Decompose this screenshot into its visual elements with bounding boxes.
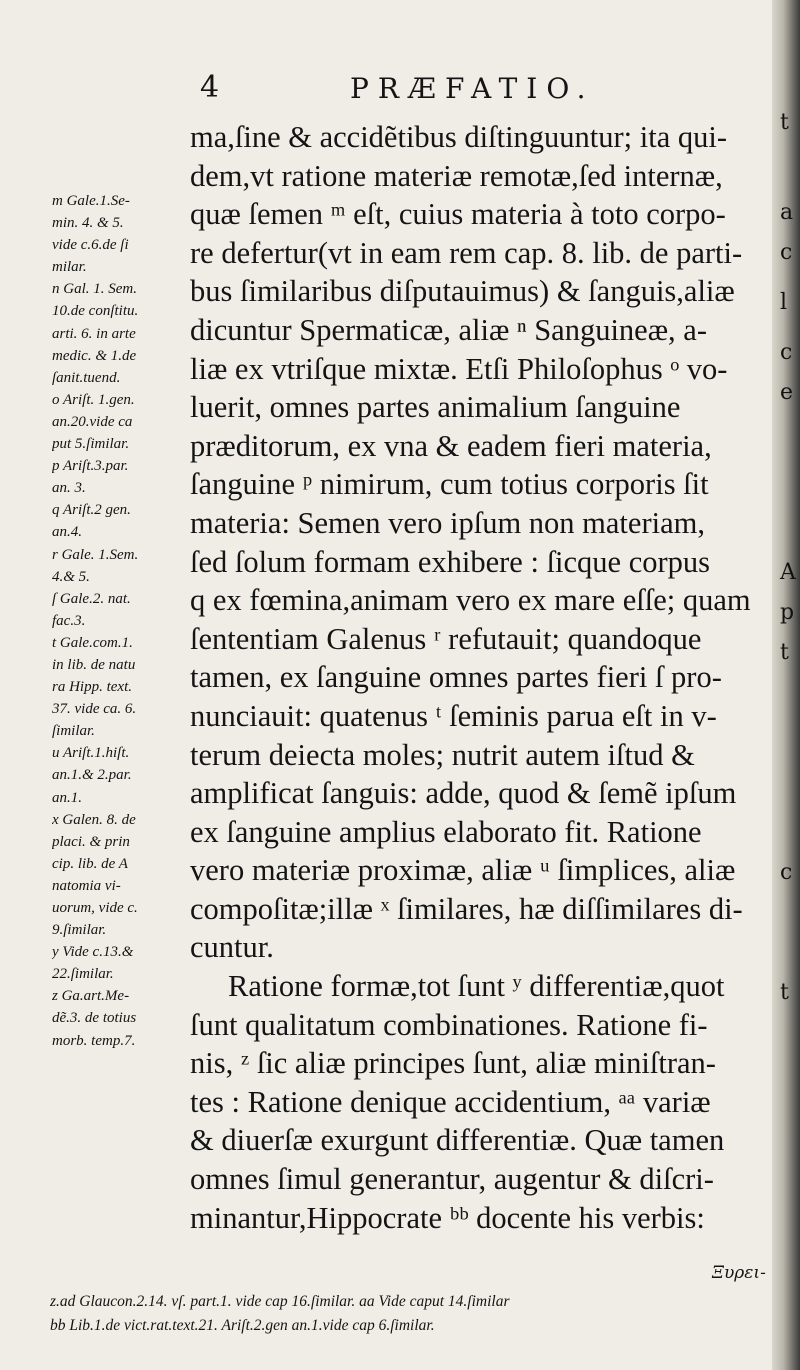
text-line: Ratione formæ,tot ſunt ʸ differentiæ,quot — [228, 969, 725, 1004]
text-line: q ex fœmina,animam vero ex mare eſſe; quam — [190, 583, 751, 618]
margin-note-line: q Ariſt.2 gen. — [52, 502, 131, 519]
text-line: cuntur. — [190, 930, 274, 965]
text-line: compoſitæ;illæ ˣ ſimilares, hæ diſſimilares di- — [190, 891, 743, 926]
text-line: liæ ex vtriſque mixtæ. Etſi Philoſophus ᵒ vo- — [190, 351, 728, 386]
text-line: dem,vt ratione materiæ remotæ,ſed internæ, — [190, 158, 723, 193]
text-line: omnes ſimul generantur, augentur & diſcri- — [190, 1162, 714, 1197]
margin-note-line: dẽ.3. de totius — [52, 1010, 137, 1027]
margin-note-line: 22.ſimilar. — [52, 966, 114, 983]
edge-glyph: A — [780, 560, 796, 585]
margin-note-line: put 5.ſimilar. — [52, 436, 130, 453]
margin-note-line: milar. — [52, 259, 87, 276]
text-line: ſed ſolum formam exhibere : ſicque corpus — [190, 544, 711, 579]
text-line: tes : Ratione denique accidentium, ᵃᵃ variæ — [190, 1084, 711, 1119]
edge-glyph: t — [780, 110, 789, 135]
margin-note-line: y Vide c.13.& — [52, 944, 134, 961]
margin-note-line: an.1.& 2.par. — [52, 767, 132, 784]
footnote-line: z.ad Glaucon.2.14. vſ. part.1. vide cap 16.ſimilar. aa Vide caput 14.ſimilar — [50, 1293, 510, 1310]
edge-glyph: p — [780, 600, 795, 625]
page-number: 4 — [200, 70, 220, 105]
margin-note-line: u Ariſt.1.hiſt. — [52, 745, 130, 762]
marginal-notes — [52, 190, 187, 1052]
edge-glyph: t — [780, 640, 789, 665]
text-line: nunciauit: quatenus ᵗ ſeminis parua eſt in v- — [190, 698, 717, 733]
margin-note-line: min. 4. & 5. — [52, 215, 124, 232]
margin-note-line: natomia vi- — [52, 877, 121, 894]
margin-note-line: x Galen. 8. de — [52, 811, 136, 828]
margin-note-line: cip. lib. de A — [52, 855, 128, 872]
margin-note-line: vide c.6.de ſi — [52, 237, 129, 254]
text-line: amplificat ſanguis: adde, quod & ſemẽ ipſum — [190, 776, 737, 811]
margin-note-line: medic. & 1.de — [52, 347, 137, 364]
text-line: vero materiæ proximæ, aliæ ᵘ ſimplices, aliæ — [190, 853, 736, 888]
text-line: ma,ſine & accidẽtibus diſtinguuntur; ita qui- — [190, 120, 728, 154]
text-line: bus ſimilaribus diſputauimus) & ſanguis,aliæ — [190, 274, 735, 309]
margin-note-line: t Gale.com.1. — [52, 634, 133, 651]
text-line: præditorum, ex vna & eadem fieri materia, — [190, 428, 712, 463]
text-line: luerit, omnes partes animalium ſanguine — [190, 390, 681, 425]
margin-note-line: ſ Gale.2. nat. — [52, 590, 131, 607]
text-line: tamen, ex ſanguine omnes partes fieri ſ pro- — [190, 660, 722, 695]
text-line: ſunt qualitatum combinationes. Ratione fi- — [190, 1007, 708, 1042]
margin-note-line: morb. temp.7. — [52, 1032, 136, 1049]
edge-glyph: c — [780, 240, 793, 265]
margin-note-line: fac.3. — [52, 612, 86, 629]
page-header — [0, 70, 780, 110]
margin-note-line: ſanit.tuend. — [52, 369, 121, 386]
text-line: ex ſanguine amplius elaborato fit. Ratione — [190, 814, 702, 849]
text-line: ſanguine ᵖ nimirum, cum totius corporis ſit — [190, 467, 709, 502]
margin-note-line: an.1. — [52, 789, 82, 806]
margin-note-line: 10.de conſtitu. — [52, 303, 139, 320]
margin-note-line: an.4. — [52, 524, 82, 541]
margin-note-line: an.20.vide ca — [52, 413, 133, 430]
text-line: ſententiam Galenus ʳ refutauit; quandoque — [190, 621, 702, 656]
edge-glyph: a — [780, 200, 794, 225]
margin-note-line: 37. vide ca. 6. — [52, 701, 137, 718]
running-title: PRÆFATIO. — [350, 72, 595, 105]
edge-glyph: c — [780, 340, 793, 365]
margin-note-line: 4.& 5. — [52, 568, 90, 585]
margin-note-line: z Ga.art.Me- — [52, 988, 130, 1005]
margin-note-line: ſimilar. — [52, 723, 95, 740]
text-line: materia: Semen vero ipſum non materiam, — [190, 505, 705, 540]
catchword: Ξυρει- — [712, 1263, 766, 1283]
margin-note-line: arti. 6. in arte — [52, 325, 136, 342]
text-line: minantur,Hippocrate ᵇᵇ docente his verbis: — [190, 1200, 705, 1235]
margin-note-line: o Ariſt. 1.gen. — [52, 391, 135, 408]
margin-note-line: ra Hipp. text. — [52, 679, 132, 696]
text-line: & diuerſæ exurgunt differentiæ. Quæ tamen — [190, 1123, 725, 1158]
margin-note-line: in lib. de natu — [52, 656, 136, 673]
text-line: nis, ᶻ ſic aliæ principes ſunt, aliæ miniſtran- — [190, 1046, 716, 1081]
margin-note-line: m Gale.1.Se- — [52, 193, 130, 209]
margin-note-line: r Gale. 1.Sem. — [52, 546, 139, 563]
text-line: dicuntur Spermaticæ, aliæ ⁿ Sanguineæ, a- — [190, 312, 707, 347]
margin-note-line: n Gal. 1. Sem. — [52, 281, 137, 298]
edge-glyph: c — [780, 860, 793, 885]
edge-glyph: e — [780, 380, 794, 405]
margin-note-line: uorum, vide c. — [52, 900, 138, 916]
margin-note-line: p Ariſt.3.par. — [52, 458, 129, 475]
margin-note-line: an. 3. — [52, 480, 86, 497]
margin-note-line: placi. & prin — [52, 833, 130, 850]
edge-glyph: l — [780, 290, 788, 315]
edge-glyph: t — [780, 980, 789, 1005]
footnotes — [50, 1290, 780, 1338]
main-text-block — [190, 118, 775, 1237]
margin-note-line: 9.ſimilar. — [52, 922, 107, 939]
text-line: terum deiecta moles; nutrit autem iſtud & — [190, 737, 695, 772]
text-line: quæ ſemen ᵐ eſt, cuius materia à toto corpo- — [190, 197, 726, 232]
footnote-line: bb Lib.1.de vict.rat.text.21. Ariſt.2.gen an.1.vide cap 6.ſimilar. — [50, 1317, 435, 1334]
text-line: re defertur(vt in eam rem cap. 8. lib. de parti- — [190, 235, 743, 270]
